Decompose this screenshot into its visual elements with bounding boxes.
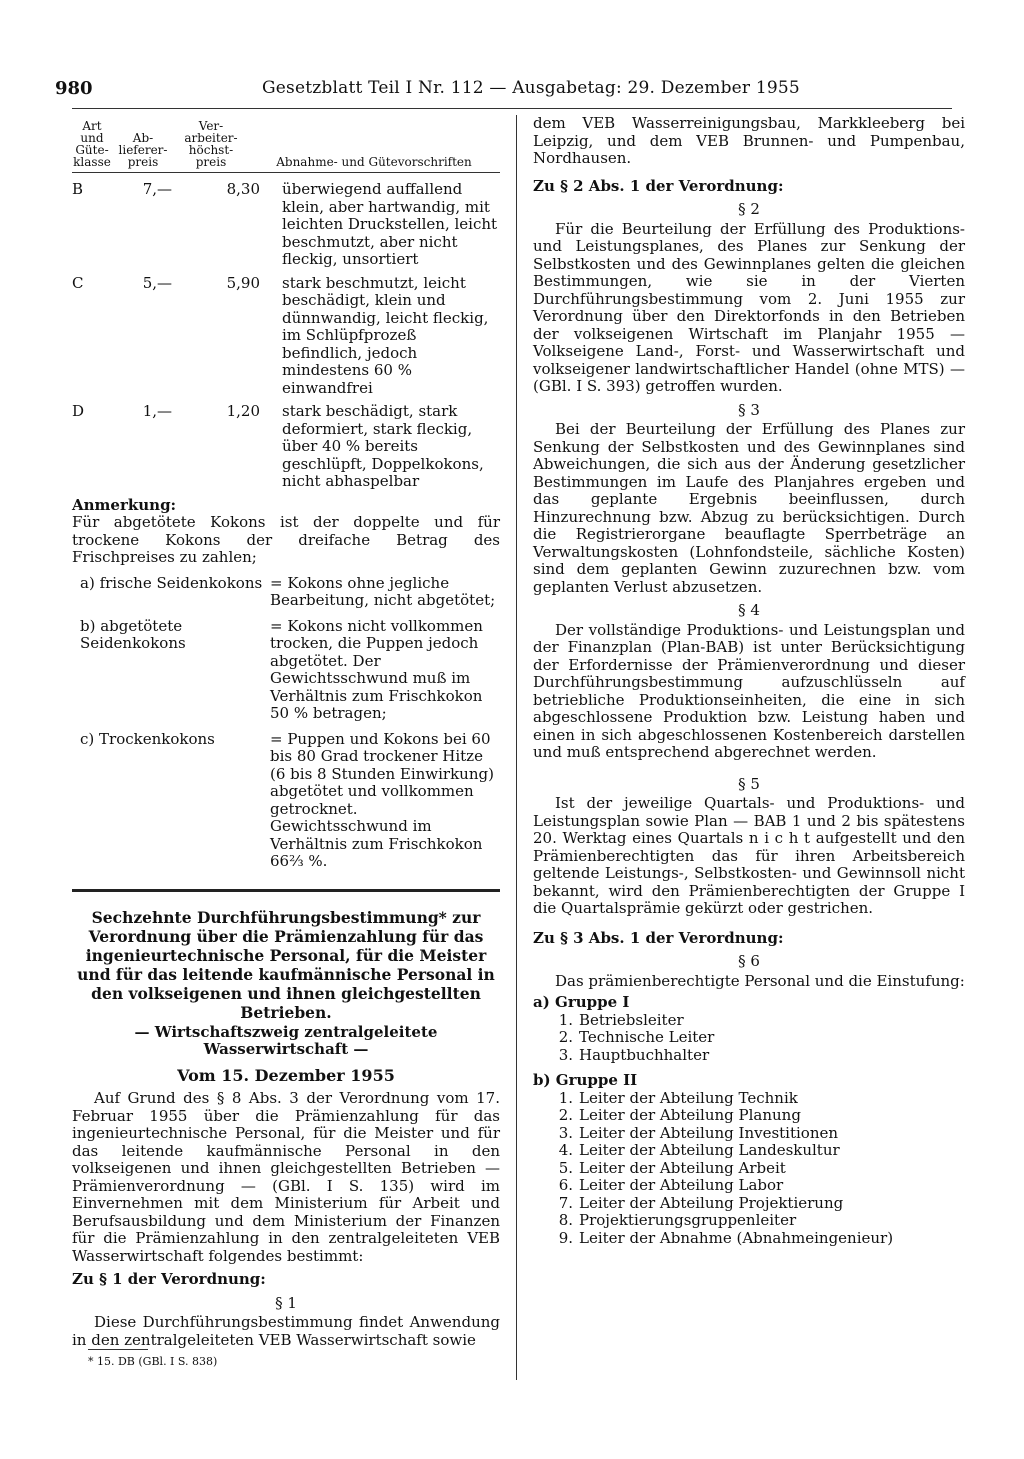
decree-subtitle: — Wirtschaftszweig zentralgeleitete Wasserwirtschaft — — [134, 1022, 438, 1058]
col-header-grade: Art und Güte- klasse — [73, 119, 111, 169]
page-header — [55, 78, 955, 102]
note-item — [72, 618, 500, 723]
note-item-def: = Kokons ohne jegliche Bearbeitung, nicht abgetötet; — [270, 573, 496, 609]
list-item: 3. Hauptbuchhalter — [558, 1045, 710, 1064]
quality-spec: überwiegend auffallend klein, aber hartwandig, mit leichten Druckstellen, leicht beschmutzt, aber nicht fleckig, unsortiert — [282, 180, 498, 268]
list-item: 6. Leiter der Abteilung Labor — [558, 1176, 784, 1194]
note-title: Anmerkung: — [72, 495, 177, 514]
note-item-def: = Puppen und Kokons bei 60 bis 80 Grad trockener Hitze (6 bis 8 Stunden Einwirkung) abgetötet und vollkommen getrocknet. Gewichtsschwund im Verhältnis zum Frischkokon 66⅔ %. — [270, 729, 494, 870]
list-item: 1. Leiter der Abteilung Technik — [558, 1088, 798, 1107]
section-number: § 2 — [738, 200, 760, 218]
list-item: 9. Leiter der Abnahme (Abnahmeingenieur) — [558, 1228, 894, 1247]
max-price: 8,30 — [226, 180, 260, 198]
section-divider — [72, 889, 500, 892]
paragraph: Bei der Beurteilung der Erfüllung des Planes zur Senkung der Selbstkosten und des Gewinnplanes sind Abweichungen, die sich aus der Änderung gesetzlicher Bestimmungen im Laufe des Planjahres ergeben und das geplante Ergebnis beeinflussen, durch Hinzurechnung bzw. Abzug zu berücksichtigen. Durch die Registrierorgane beauflagte Sperrbeträge an Verwaltungskosten (Lohnfondsteile, sächliche Kosten) sind dem geplanten Gewinn zuzurechnen bzw. vom geplanten Verlust abzusetzen. — [533, 420, 965, 596]
grade: B — [72, 180, 84, 198]
note-item-def: = Kokons nicht vollkommen trocken, die Puppen jedoch abgetötet. Der Gewichtsschwund muß im Verhältnis zum Frischkokon 50 % betragen; — [270, 616, 483, 722]
footnote: * 15. DB (GBl. I S. 838) — [88, 1355, 218, 1368]
list-item: 3. Leiter der Abteilung Investitionen — [558, 1123, 839, 1142]
delivery-price: 1,— — [142, 402, 172, 420]
page-number: 980 — [55, 78, 93, 99]
note-item-label: b) abgetötete Seidenkokons — [80, 616, 186, 652]
max-price: 1,20 — [226, 402, 260, 420]
col-header-price1: Ab- lieferer- preis — [118, 131, 168, 169]
price-table-header — [72, 120, 500, 168]
list-item: 2. Technische Leiter — [558, 1028, 715, 1046]
max-price: 5,90 — [226, 273, 260, 292]
section-number: § 5 — [738, 774, 760, 793]
decree-title: Sechzehnte Durchführungsbestimmung* zur Verordnung über die Prämienzahlung für das ingenieurtechnische Personal, für die Meister und für das leitende kaufmännische Personal in den volkseigenen und ihnen gleichgestellten Betrieben. — [77, 907, 495, 1022]
group-2-list — [533, 1090, 965, 1248]
table-row — [72, 181, 500, 269]
section-heading: Zu § 3 Abs. 1 der Verordnung: — [533, 928, 784, 947]
paragraph: Das prämienberechtigte Personal und die Einstufung: — [555, 971, 965, 990]
delivery-price: 7,— — [142, 180, 172, 198]
section-number: § 6 — [738, 952, 760, 970]
grade: D — [72, 402, 85, 420]
list-item: 4. Leiter der Abteilung Landeskultur — [558, 1141, 840, 1159]
table-row — [72, 403, 500, 491]
list-item: 2. Leiter der Abteilung Planung — [558, 1106, 801, 1124]
footnote-rule — [88, 1349, 148, 1350]
group-heading: b) Gruppe II — [533, 1071, 638, 1089]
section-heading: Zu § 1 der Verordnung: — [72, 1270, 266, 1288]
quality-spec: stark beschmutzt, leicht beschädigt, klein und dünnwandig, leicht fleckig, im Schlüpfprozeß befindlich, jedoch mindestens 60 % einwandfrei — [282, 273, 489, 397]
list-item: 5. Leiter der Abteilung Arbeit — [558, 1158, 786, 1177]
paragraph: Diese Durchführungsbestimmung findet Anwendung in den zentralgeleiteten VEB Wasserwirtschaft sowie — [72, 1313, 500, 1349]
group-heading: a) Gruppe I — [533, 993, 630, 1011]
list-item: 1. Betriebsleiter — [558, 1010, 684, 1029]
paragraph: Der vollständige Produktions- und Leistungsplan und der Finanzplan (Plan-BAB) ist unter Berücksichtigung der Erfordernisse der Prämienverordnung und dieser Durchführungsbestimmung aufzuschlüsseln auf betriebliche Produktionseinheiten, die eine in sich abgeschlossene Produktion bzw. Leistung haben und einen in sich abgeschlossenen Kostenbereich darstellen und muß entsprechend abgerechnet werden. — [533, 620, 965, 761]
note-text: Für abgetötete Kokons ist der doppelte und für trockene Kokons der dreifache Betrag des Frischpreises zu zahlen; — [72, 513, 500, 566]
col-header-price2: Ver- arbeiter- höchst- preis — [184, 119, 238, 169]
quality-spec: stark beschädigt, stark deformiert, stark fleckig, über 40 % bereits geschlüpft, Doppelkokons, nicht abhaspelbar — [282, 402, 484, 490]
note-item-label: c) Trockenkokons — [80, 729, 215, 748]
section-heading: Zu § 2 Abs. 1 der Verordnung: — [533, 176, 784, 195]
section-number: § 1 — [275, 1293, 297, 1312]
decree-intro: Auf Grund des § 8 Abs. 3 der Verordnung vom 17. Februar 1955 über die Prämienzahlung für das ingenieurtechnische Personal, für die Meister und für das leitende kaufmännische Personal in den volkseigenen und ihnen gleichgestellten Betrieben — Prämienverordnung — (GBl. I S. 135) wird im Einvernehmen mit dem Ministerium für Arbeit und Berufsausbildung und dem Ministerium der Finanzen für die Prämienzahlung in den zentralgeleiteten VEB Wasserwirtschaft folgendes bestimmt: — [72, 1089, 500, 1265]
section-number: § 3 — [738, 400, 760, 419]
column-divider — [516, 115, 517, 1380]
grade: C — [72, 273, 84, 292]
list-item: 7. Leiter der Abteilung Projektierung — [558, 1193, 844, 1212]
paragraph: Für die Beurteilung der Erfüllung des Produktions- und Leistungsplanes, des Planes zur Senkung der Selbstkosten und des Gewinnplanes gelten die gleichen Bestimmungen, wie sie in der Vierten Durchführungsbestimmung vom 2. Juni 1955 zur Verordnung über den Direktorfonds in den Betrieben der volkseigenen Wirtschaft im Planjahr 1955 — Volkseigene Land-, Forst- und Wasserwirtschaft und volkseigener landwirtschaftlicher Handel (ohne MTS) — (GBl. I S. 393) getroffen wurden. — [533, 219, 965, 395]
list-item: 8. Projektierungsgruppenleiter — [558, 1211, 797, 1229]
paragraph: dem VEB Wasserreinigungsbau, Markkleeberg bei Leipzig, und dem VEB Brunnen- und Pumpenbau, Nordhausen. — [533, 114, 965, 167]
page-title: Gesetzblatt Teil I Nr. 112 — Ausgabetag: 29. Dezember 1955 — [262, 78, 800, 98]
right-column — [533, 115, 965, 1247]
col-header-desc: Abnahme- und Gütevorschriften — [276, 155, 472, 169]
decree-date: Vom 15. Dezember 1955 — [177, 1065, 395, 1085]
section-number: § 4 — [738, 601, 760, 619]
header-rule — [72, 108, 952, 109]
note-item — [72, 575, 500, 610]
table-row — [72, 275, 500, 398]
delivery-price: 5,— — [142, 273, 172, 292]
group-1-list — [533, 1012, 965, 1065]
left-column — [72, 120, 500, 1349]
table-rule — [72, 172, 500, 173]
note-item — [72, 731, 500, 871]
note-item-label: a) frische Seidenkokons — [80, 573, 263, 592]
paragraph: Ist der jeweilige Quartals- und Produktions- und Leistungsplan sowie Plan — BAB 1 und 2 bis spätestens 20. Werktag eines Quartals n i c h t aufgestellt und den Prämienberechtigten das für ihren Arbeitsbereich geltende Leistungs-, Selbstkosten- und Gewinnsoll nicht bekannt, wird den Prämienberechtigten der Gruppe I die Quartalsprämie gekürzt oder gestrichen. — [533, 794, 965, 917]
